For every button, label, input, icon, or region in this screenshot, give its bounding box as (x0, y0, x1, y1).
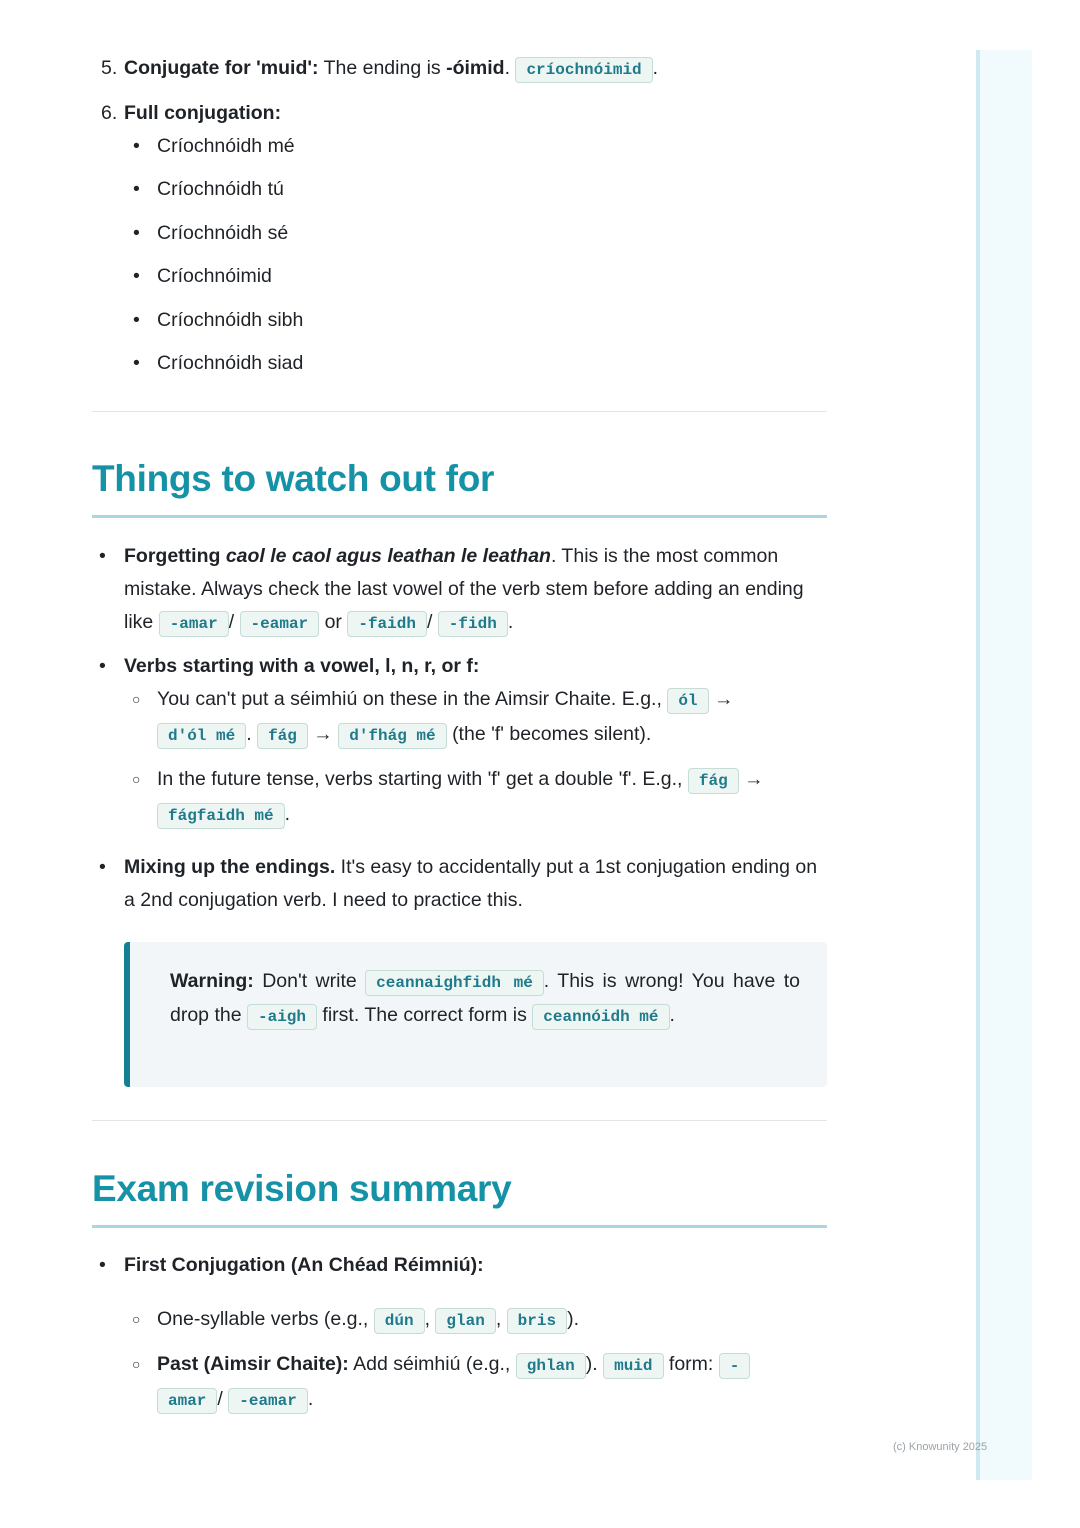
code-aigh: -aigh (247, 1004, 317, 1030)
code-dol-me: d'ól mé (157, 723, 246, 749)
code-ghlan: ghlan (516, 1353, 586, 1379)
section-divider (92, 411, 827, 412)
conjugation-item: • Críochnóidh sé (133, 218, 288, 248)
conjugation-item: • Críochnóidh sibh (133, 305, 303, 335)
bullet-first-conjugation: • First Conjugation (An Chéad Réimniú): (124, 1249, 829, 1282)
code-eamar: -eamar (240, 611, 320, 637)
code-dun: dún (374, 1308, 425, 1334)
code-ceannoidh-me: ceannóidh mé (532, 1004, 669, 1030)
conjugation-item: • Críochnóidh mé (133, 131, 295, 161)
code-faidh: -faidh (347, 611, 427, 637)
code-dash: - (719, 1353, 751, 1379)
sub-bullet-past-tense: ○ Past (Aimsir Chaite): Add séimhiú (e.g., ghlan ). muid form: - amar / -eamar . (157, 1347, 827, 1417)
code-dfhag-me: d'fhág mé (338, 723, 446, 749)
code-amar: -amar (159, 611, 229, 637)
side-panel (976, 50, 1032, 1480)
code-fag: fág (688, 768, 739, 794)
sub-bullet-seimhiu: ○ You can't put a séimhiú on these in the Aimsir Chaite. E.g., ól → d'ól mé . fág → d'fhág mé (the 'f' becomes silent). (157, 682, 827, 752)
step-5: 5. Conjugate for 'muid': The ending is -óimid. críochnóimid . (101, 53, 658, 83)
arrow-icon: → (713, 688, 734, 710)
step-5-title: Conjugate for 'muid': (124, 57, 319, 79)
code-muid: muid (603, 1353, 663, 1379)
code-eamar: -eamar (228, 1388, 308, 1414)
code-ceannaighfidh-me: ceannaighfidh mé (365, 970, 544, 996)
step-6: 6. Full conjugation: (101, 102, 282, 124)
heading-exam-summary: Exam revision summary (92, 1168, 512, 1209)
warning-callout (124, 942, 827, 1087)
bullet-caol-leathan: • Forgetting caol le caol agus leathan le leathan. This is the most common mistake. Always check the last vowel of the verb stem before adding an ending like -amar / -eamar or -faidh / -fidh . (124, 540, 829, 639)
arrow-icon: → (744, 768, 764, 790)
code-glan: glan (435, 1308, 495, 1334)
code-ol: ól (667, 688, 708, 714)
code-fagfaidh-me: fágfaidh mé (157, 803, 285, 829)
code-criochnoimid: críochnóimid (515, 57, 652, 83)
conjugation-item: • Críochnóimid (133, 261, 272, 291)
code-fag: fág (257, 723, 308, 749)
code-fidh: -fidh (438, 611, 508, 637)
section-divider (92, 1120, 827, 1121)
sub-bullet-future-f: ○ In the future tense, verbs starting with 'f' get a double 'f'. E.g., fág → fágfaidh mé . (157, 762, 827, 832)
arrow-icon: → (313, 723, 333, 745)
code-amar: amar (157, 1388, 217, 1414)
step-6-title: Full conjugation: (124, 102, 282, 124)
warning-text: Warning: Don't write ceannaighfidh mé . This is wrong! You have to drop the -aigh first. The correct form is ceannóidh mé . (170, 964, 800, 1032)
heading-underline (92, 1225, 827, 1228)
bullet-mixing-endings: • Mixing up the endings. It's easy to accidentally put a 1st conjugation ending on a 2nd conjugation verb. I need to practice this. (124, 851, 829, 917)
heading-underline (92, 515, 827, 518)
bullet-vowel-verbs: • Verbs starting with a vowel, l, n, r, or f: (124, 650, 829, 683)
warning-label: Warning: (170, 970, 254, 992)
code-bris: bris (507, 1308, 567, 1334)
conjugation-item: • Críochnóidh siad (133, 348, 303, 378)
conjugation-item: • Críochnóidh tú (133, 174, 284, 204)
heading-watch-out: Things to watch out for (92, 458, 495, 499)
copyright-text: (c) Knowunity 2025 (893, 1441, 988, 1453)
sub-bullet-one-syllable: ○ One-syllable verbs (e.g., dún , glan , bris ). (157, 1302, 827, 1337)
